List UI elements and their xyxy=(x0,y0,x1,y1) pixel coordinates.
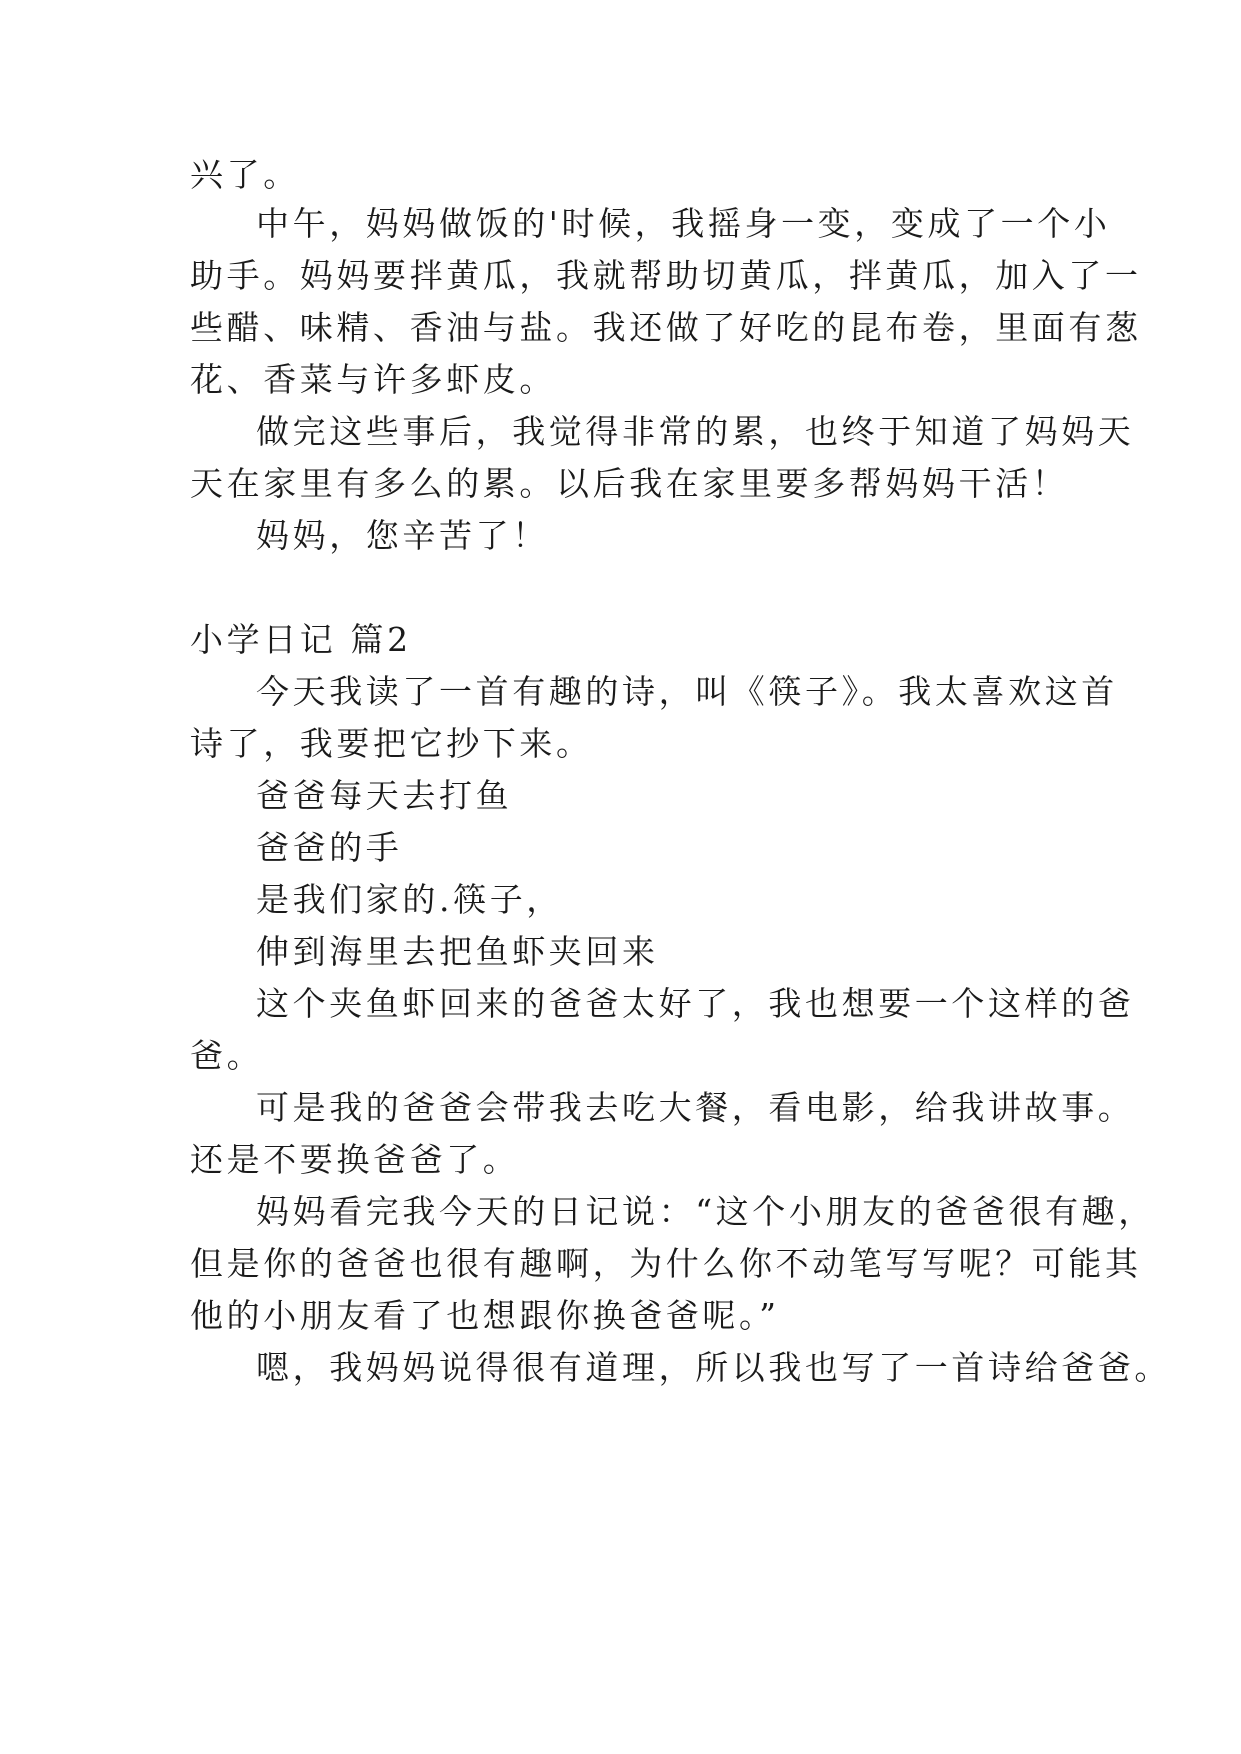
text-line: 他的小朋友看了也想跟你换爸爸呢。” xyxy=(190,1296,780,1335)
text-line: 助手。妈妈要拌黄瓜，我就帮助切黄瓜，拌黄瓜，加入了一 xyxy=(190,256,1142,295)
paragraph-line: 嗯，我妈妈说得很有道理，所以我也写了一首诗给爸爸。 xyxy=(256,1348,1171,1387)
poem-line: 爸爸每天去打鱼 xyxy=(256,776,513,815)
paragraph-line: 这个夹鱼虾回来的爸爸太好了，我也想要一个这样的爸 xyxy=(256,984,1135,1023)
text-line: 些醋、味精、香油与盐。我还做了好吃的昆布卷，里面有葱 xyxy=(190,308,1142,347)
poem-line: 伸到海里去把鱼虾夹回来 xyxy=(256,932,659,971)
text-line: 还是不要换爸爸了。 xyxy=(190,1140,520,1179)
poem-line: 是我们家的.筷子， xyxy=(256,880,563,919)
paragraph-line: 妈妈，您辛苦了！ xyxy=(256,516,549,555)
paragraph-line: 做完这些事后，我觉得非常的累，也终于知道了妈妈天 xyxy=(256,412,1135,451)
text-line: 但是你的爸爸也很有趣啊，为什么你不动笔写写呢？可能其 xyxy=(190,1244,1142,1283)
text-line: 兴了。 xyxy=(190,155,300,194)
paragraph-line: 今天我读了一首有趣的诗，叫《筷子》。我太喜欢这首 xyxy=(256,672,1118,711)
poem-line: 爸爸的手 xyxy=(256,828,403,867)
paragraph-line: 中午，妈妈做饭的'时候，我摇身一变，变成了一个小 xyxy=(256,204,1111,243)
text-line: 天在家里有多么的累。以后我在家里要多帮妈妈干活！ xyxy=(190,464,1069,503)
text-line: 爸。 xyxy=(190,1036,264,1075)
section-title: 小学日记 篇2 xyxy=(190,620,412,659)
paragraph-line: 可是我的爸爸会带我去吃大餐，看电影，给我讲故事。 xyxy=(256,1088,1135,1127)
text-line: 花、香菜与许多虾皮。 xyxy=(190,360,556,399)
text-line: 诗了，我要把它抄下来。 xyxy=(190,724,593,763)
paragraph-line: 妈妈看完我今天的日记说：“这个小朋友的爸爸很有趣， xyxy=(256,1192,1155,1231)
